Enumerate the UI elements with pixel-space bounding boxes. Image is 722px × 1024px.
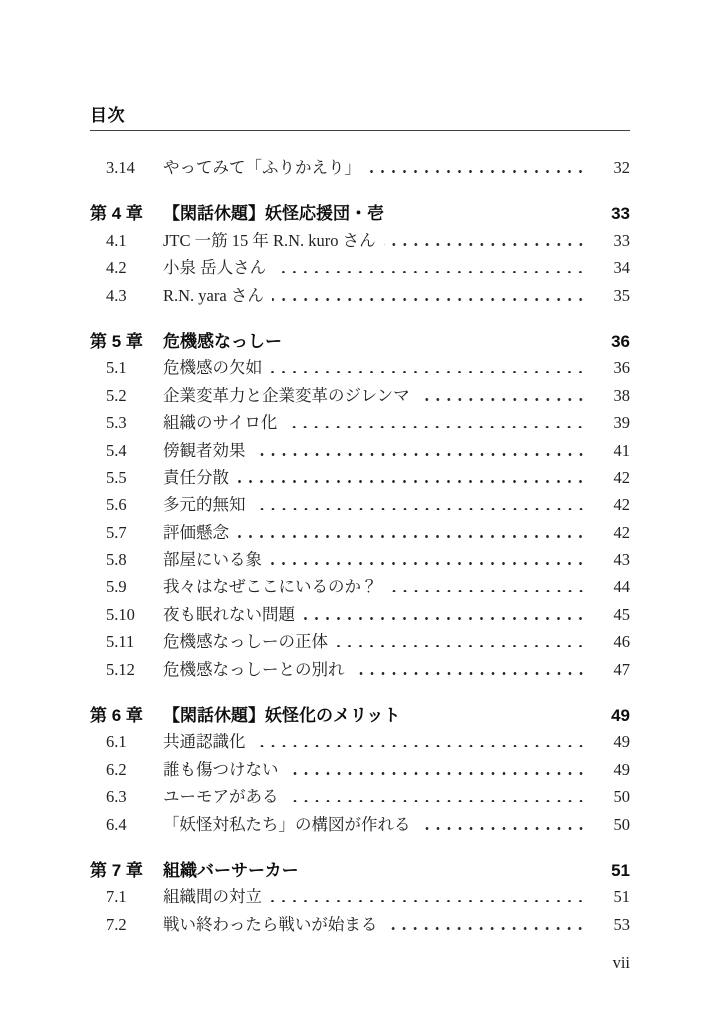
toc-section-row [90, 756, 630, 783]
toc-section-row [90, 409, 630, 436]
toc-dot-leader [272, 298, 586, 301]
toc-section-title: やってみて「ふりかえり」 [163, 158, 361, 177]
toc-section-page: 38 [613, 385, 630, 405]
toc-section-row [90, 546, 630, 573]
toc-section-title: 「妖怪対私たち」の構図が作れる [163, 814, 411, 834]
toc-section-row [90, 254, 630, 281]
toc-chapter-row [90, 199, 630, 226]
toc-section-page: 35 [613, 285, 630, 305]
toc-spacer [408, 718, 586, 721]
toc-dot-leader [254, 453, 587, 456]
toc-section-number: 5.11 [106, 632, 135, 652]
toc-section-page: 36 [613, 358, 630, 378]
toc-section-title: 戦い終わったら戦いが始まる [163, 914, 378, 934]
toc-section-page: 39 [613, 413, 630, 433]
toc-dot-leader [336, 645, 586, 648]
toc-section-page: 49 [613, 732, 630, 752]
toc-chapter-label: 第 7 章 [90, 860, 143, 880]
toc-section-title: 危機感なっしーの正体 [163, 632, 328, 652]
toc-dot-leader [285, 426, 586, 429]
toc-dot-leader [353, 672, 587, 675]
toc-chapter-page: 49 [611, 706, 630, 726]
toc-section-page: 50 [613, 814, 630, 834]
toc-section-page: 45 [613, 604, 630, 624]
toc-section-title: 我々はなぜここにいるのか？ [163, 577, 378, 597]
toc-section-page: 44 [613, 577, 630, 597]
toc-section-title: 責任分散 [163, 467, 229, 487]
toc-dot-leader [287, 800, 587, 803]
toc-section-number: 5.3 [106, 413, 127, 433]
toc-chapter-page: 36 [611, 331, 630, 351]
toc-dot-leader [287, 772, 587, 775]
toc-list [90, 154, 630, 938]
toc-chapter-label: 第 5 章 [90, 331, 143, 351]
toc-dot-leader [386, 590, 587, 593]
toc-chapter-title: 組織バーサーカー [163, 860, 299, 880]
toc-section-page: 50 [613, 787, 630, 807]
toc-section-title: ユーモアがある [163, 787, 279, 807]
toc-section-page: 42 [613, 522, 630, 542]
toc-section-number: 4.2 [106, 258, 127, 278]
toc-section-row [90, 519, 630, 546]
toc-section-row [90, 282, 630, 309]
toc-section-page: 34 [613, 258, 630, 278]
toc-spacer [290, 344, 586, 347]
toc-section-page: 33 [613, 230, 630, 250]
toc-section-number: 6.2 [106, 759, 127, 779]
toc-dot-leader [237, 535, 586, 538]
toc-spacer [307, 873, 586, 876]
toc-dot-leader [237, 480, 586, 483]
toc-section-number: 5.10 [106, 604, 135, 624]
toc-section-number: 7.1 [106, 887, 127, 907]
toc-section-title: JTC 一筋 15 年 R.N. kuro さん [163, 230, 376, 250]
toc-dot-leader [274, 271, 586, 274]
toc-dot-leader [385, 927, 586, 930]
toc-spacer [392, 217, 586, 220]
toc-dot-leader [303, 617, 586, 620]
toc-section-number: 5.6 [106, 495, 127, 515]
toc-chapter-title: 【閑話休題】妖怪化のメリット [163, 706, 401, 726]
toc-section-row [90, 783, 630, 810]
toc-chapter-page: 51 [611, 860, 630, 880]
toc-section-page: 47 [613, 659, 630, 679]
toc-section-row [90, 154, 630, 181]
toc-section-row [90, 227, 630, 254]
toc-section-page: 43 [613, 550, 630, 570]
toc-section-title: 小泉 岳人さん [163, 258, 267, 278]
toc-section-number: 3.14 [106, 158, 135, 177]
toc-section-row [90, 437, 630, 464]
toc-section-number: 5.5 [106, 467, 127, 487]
toc-section-number: 7.2 [106, 914, 127, 934]
toc-section-row [90, 382, 630, 409]
toc-section-page: 53 [613, 914, 630, 934]
toc-section-row [90, 811, 630, 838]
toc-chapter-title: 【閑話休題】妖怪応援団・壱 [163, 204, 384, 224]
toc-section-number: 5.7 [106, 522, 127, 542]
toc-content [90, 107, 630, 938]
toc-section-title: 企業変革力と企業変革のジレンマ [163, 385, 410, 405]
toc-chapter-row [90, 327, 630, 354]
toc-section-number: 4.1 [106, 230, 127, 250]
toc-section-page: 51 [613, 887, 630, 907]
toc-dot-leader [270, 562, 586, 565]
toc-section-page: 46 [613, 632, 630, 652]
toc-section-title: 組織間の対立 [163, 887, 262, 907]
toc-section-row [90, 728, 630, 755]
header-rule [90, 130, 630, 131]
toc-section-row [90, 628, 630, 655]
toc-dot-leader [254, 508, 587, 511]
page-number-footer: vii [612, 953, 630, 972]
toc-section-row [90, 354, 630, 381]
toc-section-row [90, 601, 630, 628]
toc-chapter-label: 第 6 章 [90, 706, 143, 726]
toc-section-title: 危機感なっしーとの別れ [163, 659, 345, 679]
toc-section-title: 組織のサイロ化 [163, 413, 278, 433]
toc-section-number: 4.3 [106, 285, 127, 305]
toc-section-number: 6.4 [106, 814, 127, 834]
toc-section-number: 6.1 [106, 732, 127, 752]
toc-dot-leader [270, 900, 586, 903]
toc-dot-leader [369, 170, 586, 173]
page-title: 目次 [90, 106, 125, 125]
toc-dot-leader [384, 243, 586, 246]
toc-section-page: 49 [613, 759, 630, 779]
toc-section-number: 5.2 [106, 385, 127, 405]
toc-chapter-page: 33 [611, 204, 630, 224]
toc-chapter-label: 第 4 章 [90, 204, 143, 224]
toc-dot-leader [270, 371, 586, 374]
toc-section-number: 5.9 [106, 577, 127, 597]
toc-section-number: 5.1 [106, 358, 127, 378]
toc-section-title: 多元的無知 [163, 495, 246, 515]
toc-section-title: 共通認識化 [163, 732, 246, 752]
toc-chapter-row [90, 701, 630, 728]
toc-section-row [90, 656, 630, 683]
toc-section-page: 42 [613, 495, 630, 515]
toc-section-row [90, 883, 630, 910]
toc-section-row [90, 491, 630, 518]
toc-section-title: R.N. yara さん [163, 285, 264, 305]
toc-chapter-row [90, 856, 630, 883]
toc-section-number: 5.8 [106, 550, 127, 570]
toc-section-number: 5.4 [106, 440, 127, 460]
toc-section-title: 夜も眠れない問題 [163, 604, 295, 624]
toc-section-row [90, 464, 630, 491]
toc-section-page: 32 [613, 158, 630, 177]
toc-dot-leader [419, 827, 587, 830]
toc-chapter-title: 危機感なっしー [163, 331, 282, 351]
toc-section-page: 42 [613, 467, 630, 487]
toc-section-number: 5.12 [106, 659, 135, 679]
toc-dot-leader [254, 745, 587, 748]
toc-section-number: 6.3 [106, 787, 127, 807]
toc-section-title: 部屋にいる象 [163, 550, 262, 570]
toc-section-row [90, 911, 630, 938]
toc-section-page: 41 [613, 440, 630, 460]
toc-section-title: 評価懸念 [163, 522, 229, 542]
toc-section-row [90, 573, 630, 600]
toc-section-title: 誰も傷つけない [163, 759, 279, 779]
toc-dot-leader [418, 398, 586, 401]
toc-section-title: 傍観者効果 [163, 440, 246, 460]
toc-section-title: 危機感の欠如 [163, 358, 262, 378]
